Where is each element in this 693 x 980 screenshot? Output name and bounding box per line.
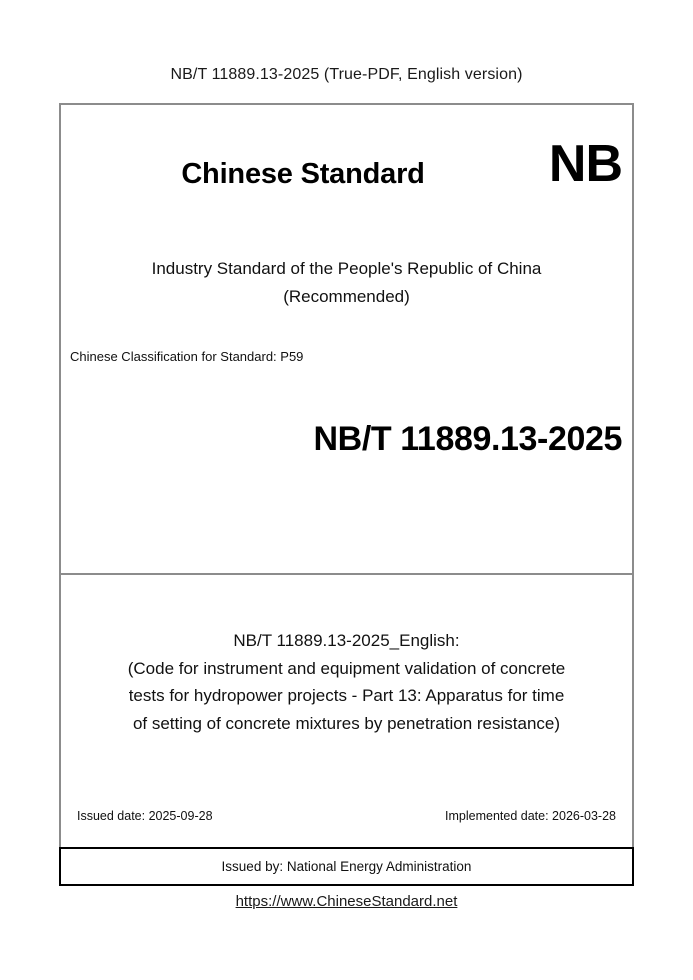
standard-classification: Chinese Classification for Standard: P59 (70, 349, 304, 364)
standard-scope (61, 255, 632, 311)
standard-scope-line-2: (Recommended) (283, 287, 410, 306)
english-title-line-4: of setting of concrete mixtures by penetration resistance) (132, 713, 561, 733)
standard-kind-title: Chinese Standard (181, 158, 425, 190)
standard-number: NB/T 11889.13-2025 (313, 420, 622, 458)
dates-row (61, 809, 632, 823)
standard-scope-line-1: Industry Standard of the People's Republic of China (151, 259, 542, 278)
footer-website-url[interactable]: https://www.ChineseStandard.net (235, 893, 458, 910)
english-title-line-1: NB/T 11889.13-2025_English: (233, 631, 460, 650)
cover-lower-section (61, 575, 632, 884)
english-title-line-2: (Code for instrument and equipment validation of concrete (127, 658, 566, 678)
cover-frame (59, 103, 634, 886)
issued-by-bar (59, 847, 634, 886)
issued-date: Issued date: 2025-09-28 (77, 809, 213, 823)
english-title-block (61, 627, 632, 737)
english-title-line-3: tests for hydropower projects - Part 13: Apparatus for time (128, 686, 565, 705)
cover-upper-section (61, 105, 632, 575)
page-header-title: NB/T 11889.13-2025 (True-PDF, English version) (170, 66, 523, 83)
implemented-date: Implemented date: 2026-03-28 (445, 809, 616, 823)
issuer-mark-nb: NB (548, 135, 622, 193)
issued-by-label: Issued by: National Energy Administration (221, 859, 472, 874)
